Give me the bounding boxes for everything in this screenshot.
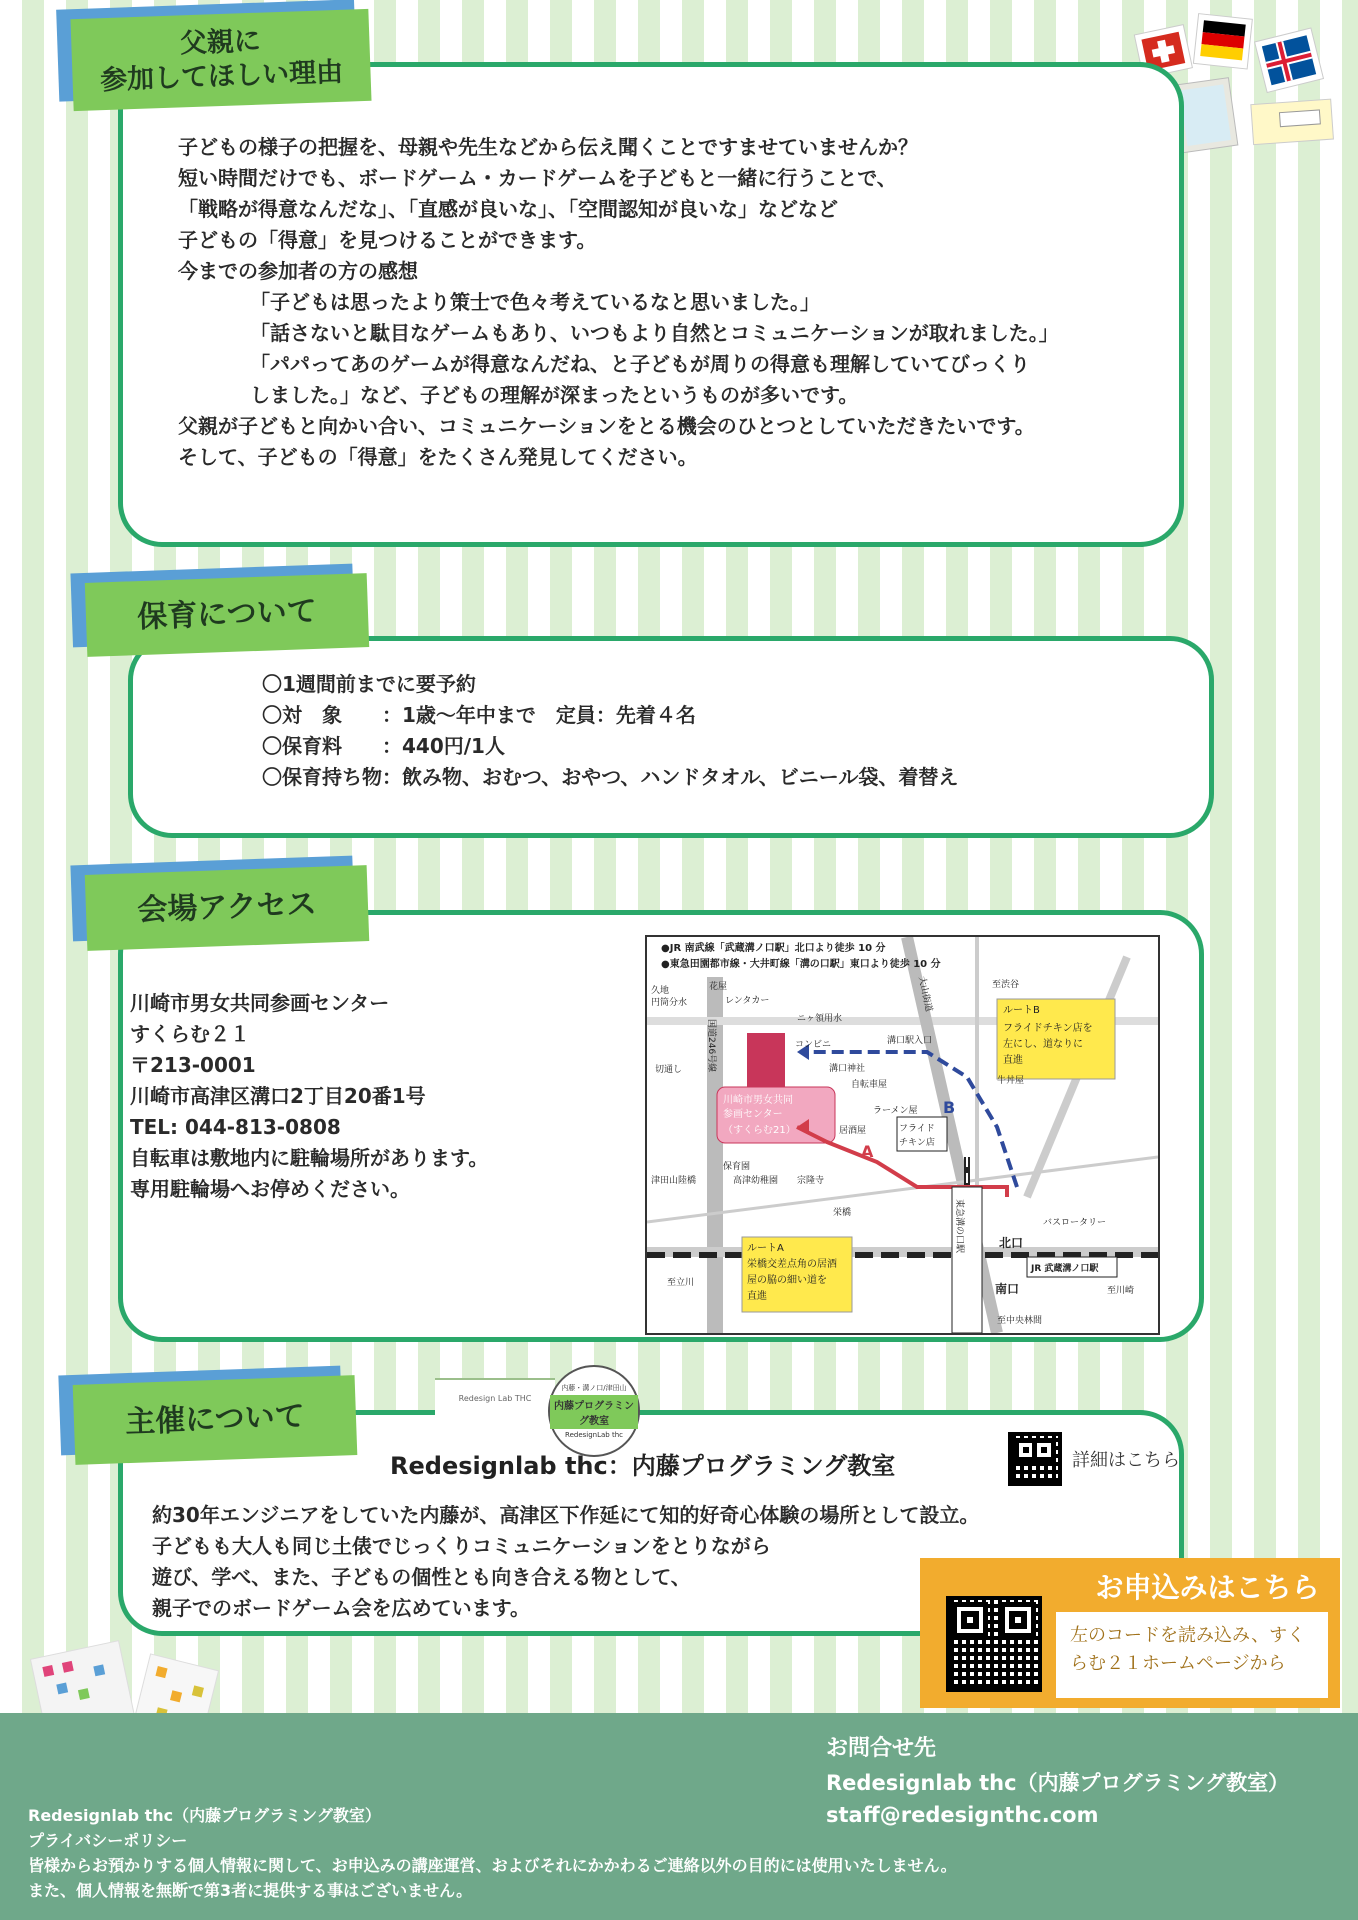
logo-text: Redesign Lab THC xyxy=(458,1394,532,1403)
access-label-text: 会場アクセス xyxy=(136,887,318,929)
childcare-line: 〇対 象 ：1歳～年中まで 定員：先着４名 xyxy=(262,703,696,727)
organizer-label-text: 主催について xyxy=(124,1399,306,1441)
detail-link-label: 詳細はこちら xyxy=(1072,1450,1180,1471)
organizer-text xyxy=(152,1500,979,1624)
address: 川崎市高津区溝口2丁目20番1号 xyxy=(130,1084,426,1108)
programming-school-seal xyxy=(548,1365,640,1457)
childcare-label-text: 保育について xyxy=(136,594,318,636)
map-tachikawa: 至立川 xyxy=(667,1278,695,1288)
contact-name: Redesignlab thc（内藤プログラミング教室） xyxy=(826,1771,1290,1795)
map-chuorinkan: 至中央林間 xyxy=(997,1316,1043,1326)
organizer-line: 親子でのボードゲーム会を広めています。 xyxy=(152,1596,530,1620)
seal-bottom: RedesignLab thc xyxy=(565,1431,623,1439)
map-kawasaki: 至川崎 xyxy=(1107,1286,1135,1296)
map-fried1: フライド xyxy=(899,1124,935,1134)
privacy-text: また、個人情報を無断で第3者に提供する事はございません。 xyxy=(28,1881,473,1900)
access-text xyxy=(130,988,488,1205)
detail-qr-code[interactable] xyxy=(1008,1432,1062,1486)
apply-title: お申込みはこちら xyxy=(1095,1571,1320,1604)
map-center1: 川崎市男女共同 xyxy=(723,1095,793,1106)
contact-email[interactable]: staff@redesignthc.com xyxy=(826,1803,1099,1827)
routeB-line1: フライドチキン店を xyxy=(1003,1023,1093,1034)
map-youchien: 高津幼稚園 xyxy=(733,1176,779,1186)
reason-line: 「戦略が得意なんだな」、「直感が良いな」、「空間認知が良いな」などなど xyxy=(178,197,838,221)
map-sokoji: 宗隆寺 xyxy=(797,1176,825,1186)
map-minamiguchi: 南口 xyxy=(995,1282,1020,1296)
organizer-title: Redesignlab thc：内藤プログラミング教室 xyxy=(390,1452,896,1480)
impression-line: 「子どもは思ったより策士で色々考えているなと思いました。」 xyxy=(250,290,820,314)
impressions-heading: 今までの参加者の方の感想 xyxy=(178,259,418,283)
reason-label xyxy=(70,9,371,111)
map-access1: ●JR 南武線「武蔵溝ノ口駅」北口より徒歩 10 分 xyxy=(661,943,886,954)
reason-line: 子どもの様子の把握を、母親や先生などから伝え聞くことですませていませんか？ xyxy=(178,135,918,159)
map-kokudo: 国道246号線 xyxy=(706,1019,716,1073)
bike-note: 自転車は敷地内に駐輪場所があります。 xyxy=(130,1146,489,1170)
routeA-line1: 栄橋交差点角の居酒 xyxy=(747,1259,837,1270)
map-nikaryo: ニヶ領用水 xyxy=(797,1014,843,1024)
seal-middle: 内藤プログラミング教室 xyxy=(550,1395,638,1429)
map-jr-station: JR 武蔵溝ノ口駅 xyxy=(1031,1264,1099,1274)
childcare-text xyxy=(262,669,958,793)
routeA-title: ルートA xyxy=(747,1243,784,1254)
map-access2: ●東急田園都市線・大井町線「溝の口駅」東口より徒歩 10 分 xyxy=(661,959,941,970)
apply-qr-code[interactable] xyxy=(946,1596,1042,1692)
map-shibuya: 至渋谷 xyxy=(992,980,1020,990)
childcare-label xyxy=(85,573,369,657)
map-route-a: A xyxy=(861,1142,874,1161)
closing-line: そして、子どもの「得意」をたくさん発見してください。 xyxy=(178,445,698,469)
contact-title: お問合せ先 xyxy=(826,1736,937,1761)
childcare-line: 〇保育料 ：440円/1人 xyxy=(262,734,505,758)
redesign-lab-logo xyxy=(435,1378,555,1434)
privacy-block xyxy=(28,1803,957,1903)
map-hoikuen: 保育園 xyxy=(723,1162,751,1172)
map-conveni: コンビニ xyxy=(795,1040,832,1050)
map-kuchi: 久地 xyxy=(651,986,670,996)
reason-label-line2: 参加してほしい理由 xyxy=(99,56,344,97)
map-jitensha: 自転車屋 xyxy=(851,1080,888,1090)
map-ramen: ラーメン屋 xyxy=(873,1106,918,1116)
organizer-label xyxy=(73,1375,358,1465)
apply-box xyxy=(920,1558,1340,1708)
map-tsudayama: 津田山陸橋 xyxy=(651,1176,697,1186)
map-hanaya: 花屋 xyxy=(709,982,728,992)
map-entsu: 円筒分水 xyxy=(651,998,688,1008)
childcare-line: 〇保育持ち物：飲み物、おむつ、おやつ、ハンドタオル、ビニール袋、着替え xyxy=(262,765,959,789)
apply-line: らむ２１ホームページから xyxy=(1070,1653,1286,1674)
map-fried2: チキン店 xyxy=(899,1138,935,1148)
impression-line: 「話さないと駄目なゲームもあり、いつもより自然とコミュニケーションが取れました。」 xyxy=(250,321,1059,345)
venue-subname: すくらむ２１ xyxy=(130,1022,250,1046)
postal-code: 〒213-0001 xyxy=(130,1053,256,1077)
routeA-line2: 屋の脇の細い道を xyxy=(747,1275,827,1286)
access-map xyxy=(645,935,1160,1335)
seal-top: 内藤・溝ノ口/津田山 xyxy=(561,1384,627,1392)
map-bus: バスロータリー xyxy=(1043,1218,1107,1228)
reason-text xyxy=(178,132,1059,473)
childcare-line: 〇1週間前までに要予約 xyxy=(262,672,476,696)
reason-line: 子どもの「得意」を見つけることができます。 xyxy=(178,228,597,252)
routeB-line3: 直進 xyxy=(1003,1055,1023,1066)
telephone: TEL: 044-813-0808 xyxy=(130,1115,341,1139)
privacy-title: プライバシーポリシー xyxy=(28,1831,188,1850)
map-oyama: 大山街道 xyxy=(916,975,934,1013)
organizer-line: 遊び、学べ、また、子どもの個性とも向き合える物として、 xyxy=(152,1565,691,1589)
map-mizonokuchi-entrance: 溝口駅入口 xyxy=(887,1036,933,1046)
closing-line: 父親が子どもと向かい合い、コミュニケーションをとる機会のひとつとしていただきたいです。 xyxy=(178,414,1035,438)
impression-line: しました。」など、子どもの理解が深まったというものが多いです。 xyxy=(250,383,859,407)
map-kitaguchi: 北口 xyxy=(999,1236,1024,1250)
venue-name: 川崎市男女共同参画センター xyxy=(130,991,390,1015)
map-route-b: B xyxy=(943,1098,956,1117)
organizer-line: 約30年エンジニアをしていた内藤が、高津区下作延にて知的好奇心体験の場所として設立。 xyxy=(152,1503,980,1527)
map-center3: （すくらむ21） xyxy=(723,1125,796,1136)
apply-line: 左のコードを読み込み、すく xyxy=(1070,1625,1306,1646)
privacy-text: 皆様からお預かりする個人情報に関して、お申込みの講座運営、およびそれにかかわるご連絡以外の目的には使用いたしません。 xyxy=(28,1856,957,1875)
access-label xyxy=(85,865,369,951)
impression-line: 「パパってあのゲームが得意なんだね、と子どもが周りの得意も理解していてびっくり xyxy=(250,352,1030,376)
map-izakaya: 居酒屋 xyxy=(839,1126,867,1136)
bike-note: 専用駐輪場へお停めください。 xyxy=(130,1177,410,1201)
map-tokyu-station: 東急溝の口駅 xyxy=(954,1199,964,1254)
map-rentacar: レンタカー xyxy=(725,996,770,1006)
map-sakae: 栄橋 xyxy=(833,1208,852,1218)
reason-line: 短い時間だけでも、ボードゲーム・カードゲームを子どもと一緒に行うことで、 xyxy=(178,166,897,190)
routeB-line2: 左にし、道なりに xyxy=(1003,1039,1083,1050)
map-gyudon: 牛丼屋 xyxy=(997,1076,1025,1086)
reason-label-line1: 父親に xyxy=(179,25,262,60)
routeA-line3: 直進 xyxy=(747,1291,767,1302)
footer-org: Redesignlab thc（内藤プログラミング教室） xyxy=(28,1806,381,1825)
map-kiridoshi: 切通し xyxy=(655,1065,683,1075)
routeB-title: ルートB xyxy=(1003,1005,1040,1016)
organizer-line: 子どもも大人も同じ土俵でじっくりコミュニケーションをとりながら xyxy=(152,1534,771,1558)
map-center2: 参画センター xyxy=(723,1109,783,1120)
map-jinja: 溝口神社 xyxy=(829,1064,866,1074)
footer xyxy=(0,1713,1358,1920)
apply-description xyxy=(1056,1612,1328,1698)
